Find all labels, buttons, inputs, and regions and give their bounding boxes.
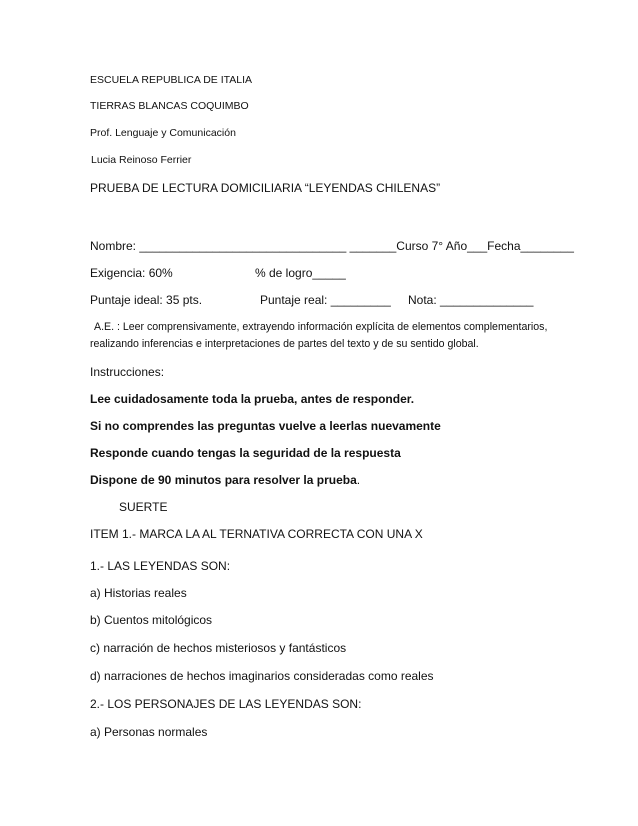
puntaje-real-label: Puntaje real: _________ — [260, 293, 391, 307]
teacher-name: Lucia Reinoso Ferrier — [91, 154, 192, 166]
exigencia-label: Exigencia: 60% — [90, 266, 173, 280]
question-2-option-a: a) Personas normales — [90, 725, 208, 739]
school-location: TIERRAS BLANCAS COQUIMBO — [90, 100, 249, 112]
instruction-item-2: Si no comprendes las preguntas vuelve a leerlas nuevamente — [90, 419, 441, 433]
instruction-item-1: Lee cuidadosamente toda la prueba, antes de responder. — [90, 392, 415, 406]
question-1-option-a: a) Historias reales — [90, 586, 187, 600]
logro-label: % de logro_____ — [255, 266, 346, 280]
question-2: 2.- LOS PERSONAJES DE LAS LEYENDAS SON: — [90, 697, 362, 711]
ae-line-2: realizando inferencias e interpretaciones de partes del texto y de su sentido global. — [90, 338, 479, 350]
puntaje-ideal-label: Puntaje ideal: 35 pts. — [90, 293, 203, 307]
nota-label: Nota: ______________ — [408, 293, 534, 307]
instructions-heading: Instrucciones: — [90, 365, 165, 379]
closing-suerte: SUERTE — [119, 500, 168, 514]
ae-line-1: A.E. : Leer comprensivamente, extrayendo información explícita de elementos complementarios, — [94, 321, 548, 333]
school-name: ESCUELA REPUBLICA DE ITALIA — [90, 74, 253, 86]
test-title: PRUEBA DE LECTURA DOMICILIARIA “LEYENDAS CHILENAS” — [90, 181, 441, 195]
question-1: 1.- LAS LEYENDAS SON: — [90, 559, 231, 573]
teacher-role: Prof. Lenguaje y Comunicación — [90, 127, 236, 139]
item-1-heading: ITEM 1.- MARCA LA AL TERNATIVA CORRECTA CON UNA X — [90, 527, 423, 541]
question-1-option-d: d) narraciones de hechos imaginarios consideradas como reales — [90, 669, 434, 683]
name-course-date-line: Nombre: _______________________________ _______Curso 7° Año___Fecha________ — [90, 239, 574, 253]
question-1-option-b: b) Cuentos mitológicos — [90, 613, 213, 627]
instruction-item-3: Responde cuando tengas la seguridad de la respuesta — [90, 446, 401, 460]
instruction-item-4 — [90, 474, 360, 486]
question-1-option-c: c) narración de hechos misteriosos y fantásticos — [90, 641, 347, 655]
instruction-item-4-text: Dispone de 90 minutos para resolver la prueba — [90, 473, 357, 487]
instruction-item-4-suffix: . — [356, 473, 361, 487]
